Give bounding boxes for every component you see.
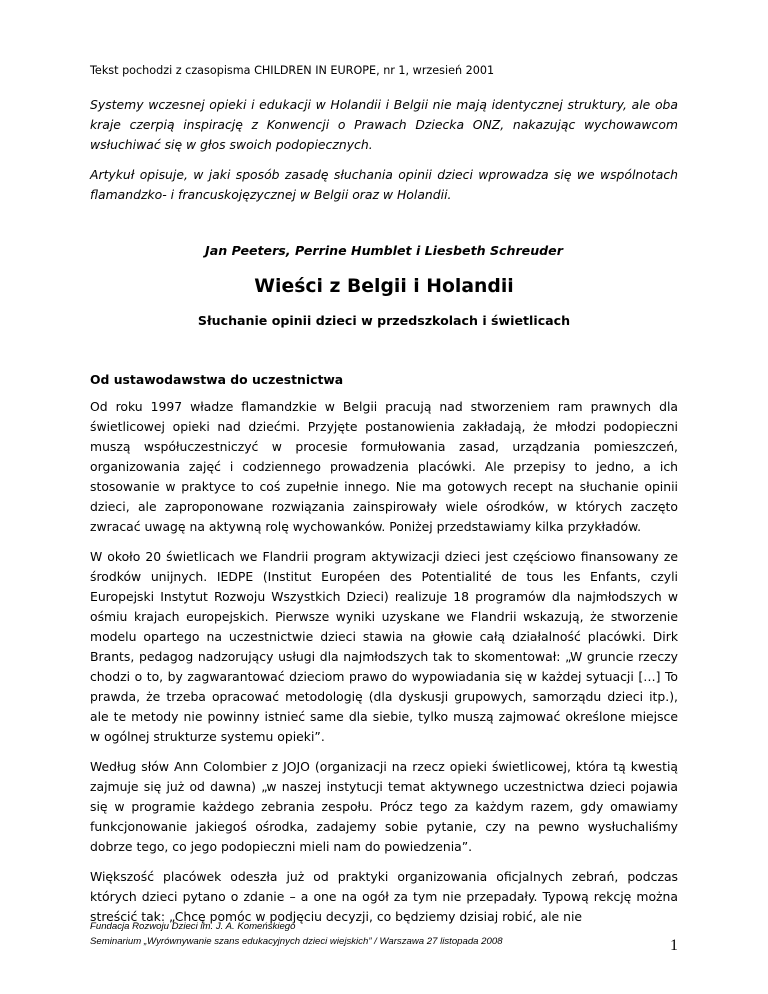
article-title: Wieści z Belgii i Holandii: [254, 276, 514, 297]
body-paragraph-1: Od roku 1997 władze flamandzkie w Belgii pracują nad stworzeniem ram prawnych dla świetlicowej opieki nad dziećmi. Przyjęte postanowienia zakładają, że młodzi podopieczni muszą współuczestniczyć w procesie formułowania zasad, urządzania pomieszczeń, organizowania zajęć i codziennego prowadzenia placówki. Ale przepisy to jedno, a ich stosowanie w praktyce to coś zupełnie innego. Nie ma gotowych recept na słuchanie opinii dzieci, ale zaproponowane rozwiązania zainspirowały wiele ośrodków, w których zaczęto zwracać uwagę na aktywną rolę wychowanków. Poniżej przedstawiamy kilka przykładów.: [90, 399, 678, 534]
page-number: 1: [670, 937, 678, 954]
source-note: Tekst pochodzi z czasopisma CHILDREN IN EUROPE, nr 1, wrzesień 2001: [90, 64, 495, 77]
intro-paragraph-2: Artykuł opisuje, w jaki sposób zasadę słuchania opinii dzieci wprowadza się we wspólnotach flamandzko- i francuskojęzycznej w Belgii oraz w Holandii.: [90, 167, 678, 202]
footer-foundation: Fundacja Rozwoju Dzieci im. J. A. Komeńskiego: [90, 921, 296, 932]
body-paragraph-4: Większość placówek odeszła już od praktyki organizowania oficjalnych zebrań, podczas których dzieci pytano o zdanie – a one na ogół za tym nie przepadały. Typową rekcję można streścić tak: „Chcę pomóc w podjęciu decyzji, co będziemy dzisiaj robić, ale nie: [90, 869, 678, 924]
section-heading: Od ustawodawstwa do uczestnictwa: [90, 372, 344, 387]
body-paragraph-2: W około 20 świetlicach we Flandrii program aktywizacji dzieci jest częściowo finansowany ze środków unijnych. IEDPE (Institut Européen des Potentialité de tous les Enfants, czyli Europejski Instytut Rozwoju Wszystkich Dzieci) realizuje 18 programów dla najmłodszych w ośmiu krajach europejskich. Pierwsze wyniki uzyskane we Flandrii wskazują, że stworzenie modelu opartego na uczestnictwie dzieci stawia na głowie całą działalność placówki. Dirk Brants, pedagog nadzorujący usługi dla najmłodszych tak to skomentował: „W gruncie rzeczy chodzi o to, by zagwarantować dzieciom prawo do wypowiadania się w każdej sytuacji […] To prawda, że trzeba opracować metodologię (dla dyskusji grupowych, samorządu dzieci itp.), ale te metody nie powinny istnieć same dla siebie, tylko muszą zajmować określone miejsce w ogólnej strukturze systemu opieki”.: [90, 549, 678, 744]
article-authors: Jan Peeters, Perrine Humblet i Liesbeth Schreuder: [205, 243, 563, 258]
intro-paragraph-1: Systemy wczesnej opieki i edukacji w Holandii i Belgii nie mają identycznej struktury, ale oba kraje czerpią inspirację z Konwencji o Prawach Dziecka ONZ, nakazując wychowawcom wsłuchiwać się w głos swoich podopiecznych.: [90, 97, 678, 152]
document-page: [90, 64, 678, 927]
footer-seminar: Seminarium „Wyrównywanie szans edukacyjnych dzieci wiejskich” / Warszawa 27 listopada 2008: [90, 935, 503, 947]
article-subtitle: Słuchanie opinii dzieci w przedszkolach i świetlicach: [197, 313, 571, 328]
body-paragraph-3: Według słów Ann Colombier z JOJO (organizacji na rzecz opieki świetlicowej, która tą kwestią zajmuje się już od dawna) „w naszej instytucji temat aktywnego uczestnictwa dzieci pojawia się w programie każdego zebrania zespołu. Prócz tego za każdym razem, gdy omawiamy funkcjonowanie jakiegoś ośrodka, zadajemy sobie pytanie, czy na pewno wysłuchaliśmy dobrze tego, co jego podopieczni mieli nam do powiedzenia”.: [90, 759, 678, 854]
page-footer: [90, 920, 678, 954]
